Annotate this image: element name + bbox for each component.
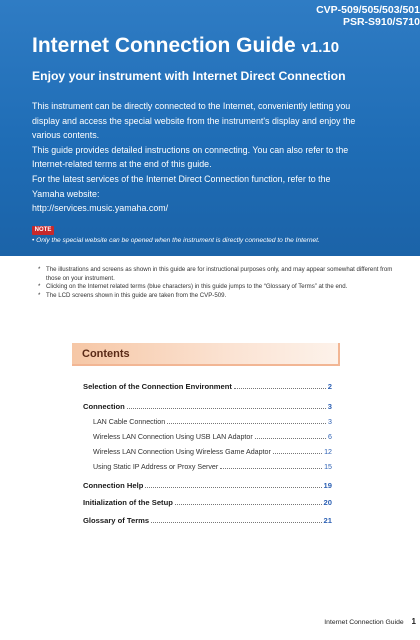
toc-entry-label: Connection [83,402,125,411]
page-subtitle: Enjoy your instrument with Internet Direct Connection [32,69,346,83]
toc-entry-game-adaptor[interactable] [93,445,332,456]
note-badge: NOTE [32,226,54,235]
website-link[interactable]: http://services.music.yamaha.com/ [32,203,169,214]
toc-leader [234,388,326,389]
header-banner [0,0,420,256]
toc-page-number: 20 [323,498,332,507]
footnote-text: Clicking on the Internet related terms (blue characters) in this guide jumps to the “Glossary of Terms” at the end. [46,283,348,291]
toc-leader [175,504,322,505]
toc-leader [167,423,326,424]
footnote-star: * [38,266,41,273]
model-line-2: PSR-S910/S710 [342,16,420,28]
toc-entry-static-ip[interactable] [93,460,332,471]
toc-entry-connection[interactable] [83,400,332,411]
toc-entry-connection-environment[interactable] [83,380,332,391]
toc-leader [145,487,321,488]
toc-leader [220,468,322,469]
intro-line: This guide provides detailed instructions on connecting. You can also refer to the [32,144,349,155]
toc-entry-glossary[interactable] [83,514,332,525]
note-text: • Only the special website can be opened when the instrument is directly connected to the Internet. [32,237,320,244]
footnote-item [38,283,394,292]
footnotes [38,266,394,300]
intro-paragraph [32,99,402,216]
footnote-text: The illustrations and screens as shown in this guide are for instructional purposes only, and may appear somewhat different from those on your instrument. [46,266,393,282]
intro-line: display and access the special website from the instrument's display and enjoy the [32,115,356,126]
toc-entry-usb-lan[interactable] [93,430,332,441]
toc-page-number: 2 [327,382,332,391]
toc-leader [127,408,326,409]
footnote-item [38,266,394,283]
page-title [32,34,339,58]
intro-line: For the latest services of the Internet Direct Connection function, refer to the [32,173,331,184]
toc-entry-label: Wireless LAN Connection Using USB LAN Adaptor [93,433,253,441]
toc-entry-label: Wireless LAN Connection Using Wireless Game Adaptor [93,448,271,456]
toc-entry-connection-help[interactable] [83,479,332,490]
toc-page-number: 19 [323,481,332,490]
toc-leader [255,438,326,439]
toc-entry-label: Connection Help [83,481,144,490]
page-footer [324,617,416,626]
toc-entry-label: Initialization of the Setup [83,498,173,507]
contents-title: Contents [82,348,130,360]
toc-page-number: 3 [328,418,332,426]
toc-leader [273,453,322,454]
intro-line: Yamaha website: [32,188,100,199]
toc-page-number: 12 [324,448,332,456]
footnote-text: The LCD screens shown in this guide are taken from the CVP-509. [46,291,227,299]
toc-page-number: 3 [327,402,332,411]
toc-entry-lan-cable[interactable] [93,415,332,426]
toc-page-number: 6 [328,433,332,441]
title-text: Internet Connection Guide [32,34,296,57]
toc-page-number: 21 [323,516,332,525]
intro-line: various contents. [32,130,100,141]
footnote-star: * [38,283,41,291]
version-label: v1.10 [301,39,340,56]
model-list [316,4,420,28]
toc-entry-initialization[interactable] [83,496,332,507]
toc-page-number: 15 [324,463,332,471]
toc-entry-label: LAN Cable Connection [93,418,166,426]
footnote-item [38,292,394,301]
footer-label: Internet Connection Guide [324,619,404,626]
model-line-1: CVP-509/505/503/501 [316,4,420,16]
toc-leader [151,522,321,523]
intro-line: Internet-related terms at the end of this guide. [32,159,212,170]
contents-header [72,343,340,366]
intro-line: This instrument can be directly connected to the Internet, conveniently letting you [32,101,351,111]
footnote-star: * [38,291,41,299]
toc-entry-label: Selection of the Connection Environment [83,382,232,391]
toc-entry-label: Using Static IP Address or Proxy Server [93,463,219,471]
toc-entry-label: Glossary of Terms [83,516,150,525]
footer-page-number: 1 [411,617,416,626]
